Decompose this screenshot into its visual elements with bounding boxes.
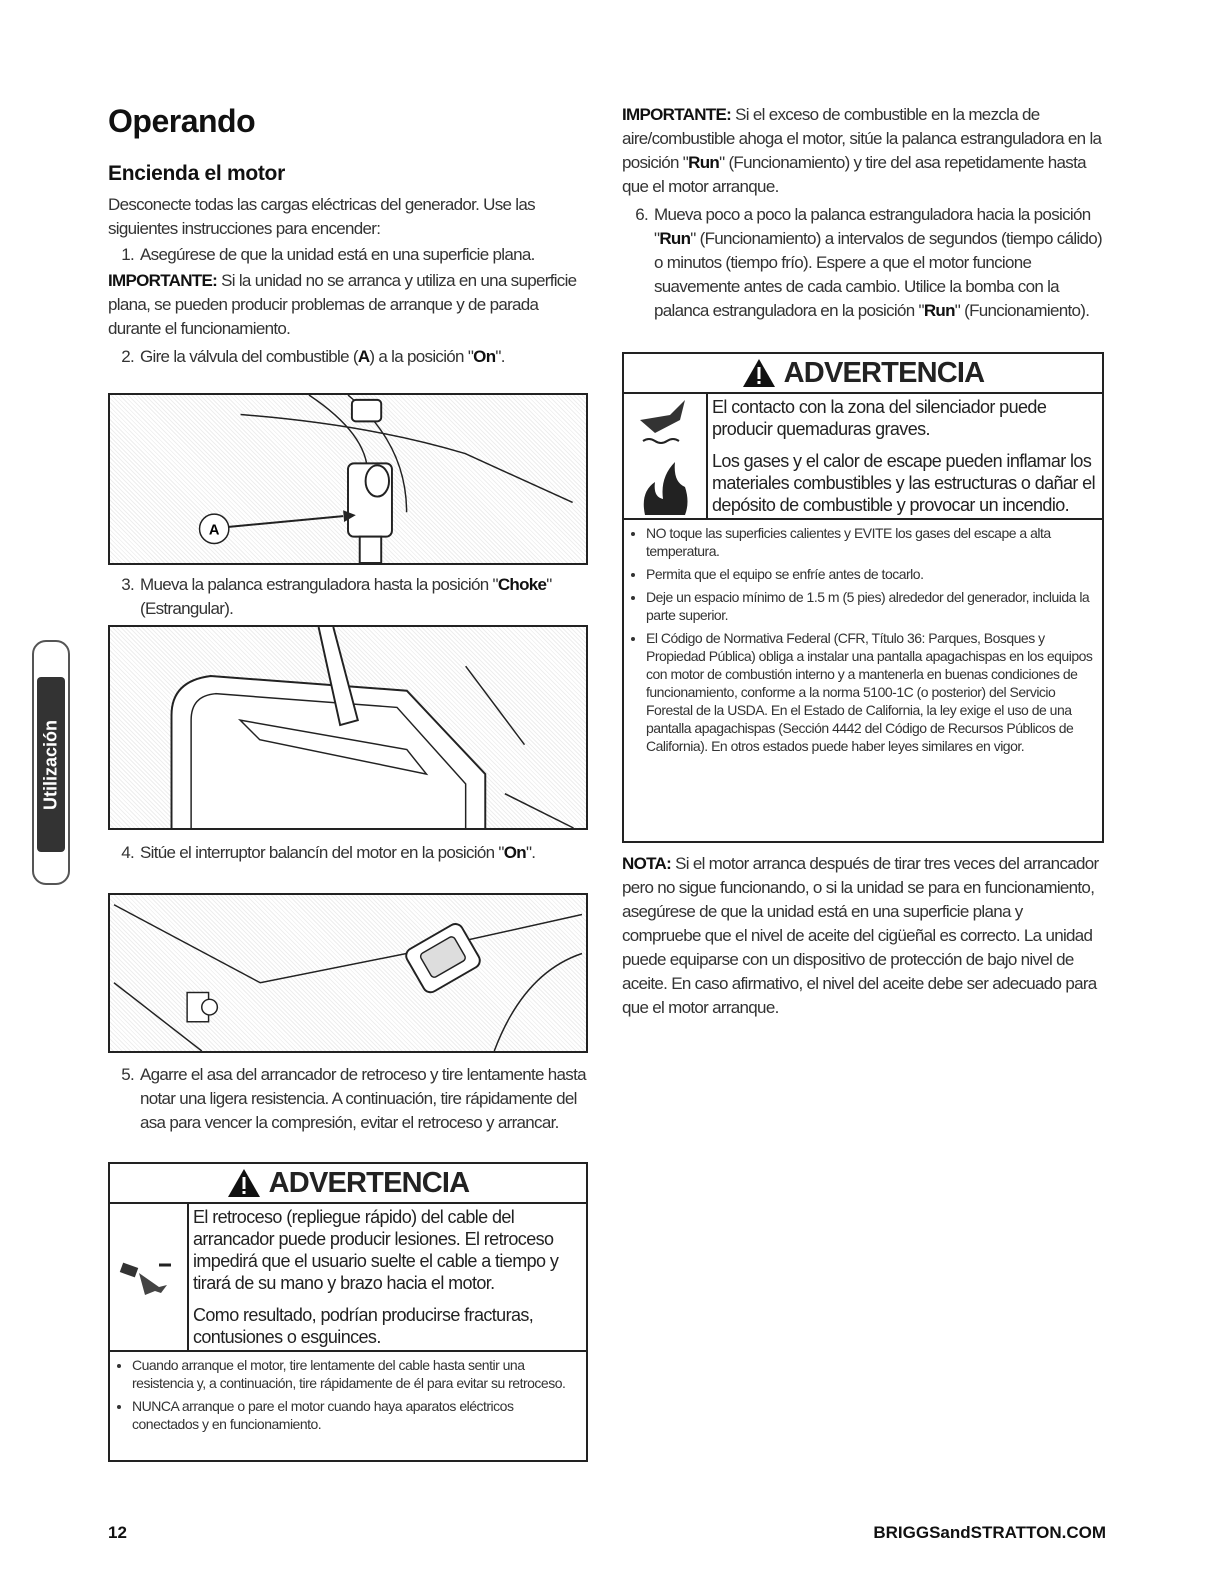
warning-text-1: El contacto con la zona del silenciador puede producir quemaduras graves.	[712, 397, 1047, 439]
website-link[interactable]: BRIGGSandSTRATTON.COM	[873, 1523, 1106, 1542]
warning-text-1: El retroceso (repliegue rápido) del cable del arrancador puede producir lesiones. El retroceso impedirá que el usuario suelte el cable a tiempo y tirará de su mano y brazo hacia el motor.	[193, 1207, 559, 1293]
choke-lever-illustration	[110, 627, 586, 828]
side-tab	[32, 640, 70, 885]
rocker-switch-illustration	[110, 895, 586, 1051]
recoil-warning-box	[108, 1162, 588, 1462]
nota-text: NOTA: Si el motor arranca después de tirar tres veces del arrancador pero no sigue funcionando, o si la unidad se para en funcionamiento, asegúrese de que la unidad está en una superficie plana y compruebe que el nivel de aceite del cigüeñal es correcto. La unidad puede equiparse con un dispositivo de protección de bajo nivel de aceite. En caso afirmativo, el nivel del aceite debe ser adecuado para que el motor arranque.	[622, 854, 1099, 1017]
page-number: 12	[108, 1523, 127, 1542]
step-6: 6. Mueva poco a poco la palanca estranguladora hacia la posición "Run" (Funcionamiento) a intervalos de segundos (tiempo cálido) o minutos (tiempo frío). Espere a que el motor funcione suavemente antes de cada cambio. Utilice la bomba con la palanca estranguladora en la posición "Run" (Funcionamiento).	[635, 205, 1102, 320]
fuel-valve-figure	[108, 393, 588, 565]
step-3: 3. Mueva la palanca estranguladora hasta la posición "Choke" (Estrangular).	[121, 575, 552, 618]
intro-text: Desconecte todas las cargas eléctricas del generador. Use las siguientes instrucciones para encender:	[108, 195, 535, 238]
section-heading: Encienda el motor	[108, 162, 285, 185]
warning-bullets: • NO toque las superficies calientes y EVITE los gases del escape a alta temperatura. • Permita que el equipo se enfríe antes de tocarlo. • Deje un espacio mínimo de 1.5 m (5 pies) alrededor del generador, incluida la parte superior. • El Código de Normativa Federal (CFR, Título 36: Parques, Bosques y Propiedad Pública) obliga a instalar una pantalla apagachispas en los equipos con motor de combustión interno y a mantenerla en buenas condiciones de funcionamiento, conforme a la norma 5100-1C (o posterior) del Servicio Forestal de la USDA. En el Estado de California, la ley exige el uso de una pantalla apagachispas (Sección 4442 del Código de Recursos Públicos de California). En otros estados puede haber leyes similares en vigor.	[624, 520, 1102, 766]
warning-header	[624, 354, 1102, 394]
right-column	[622, 103, 1104, 323]
step-5: 5. Agarre el asa del arrancador de retroceso y tire lentamente hasta notar una ligera resistencia. A continuación, tire rápidamente del asa para vencer la compresión, evitar el retroceso y arrancar.	[121, 1065, 586, 1132]
left-column	[108, 193, 588, 369]
important-note: IMPORTANTE: Si la unidad no se arranca y utiliza en una superficie plana, se pueden producir problemas de arranque y de parada durante el funcionamiento.	[108, 271, 577, 338]
warning-bullets: • Cuando arranque el motor, tire lentamente del cable hasta sentir una resistencia y, a continuación, tire rápidamente de él para evitar su retroceso. • NUNCA arranque o pare el motor cuando haya aparatos eléctricos conectados y en funcionamiento.	[110, 1352, 586, 1444]
recoil-hazard-icon	[110, 1204, 189, 1350]
hot-surface-icon	[635, 395, 695, 445]
page-title: Operando	[108, 103, 256, 139]
side-tab-label: Utilización	[40, 719, 61, 810]
warning-triangle-icon	[742, 358, 776, 388]
step-1: 1. Asegúrese de que la unidad está en una superficie plana.	[121, 245, 535, 264]
rocker-switch-figure	[108, 893, 588, 1053]
callout-a: A	[208, 522, 220, 539]
step-4: 4. Sitúe el interruptor balancín del motor en la posición "On".	[121, 843, 536, 862]
step-2: 2. Gire la válvula del combustible (A) a la posición "On".	[121, 347, 505, 366]
choke-lever-figure	[108, 625, 588, 830]
warning-title: ADVERTENCIA	[268, 1166, 470, 1199]
warning-text-2: Los gases y el calor de escape pueden inflamar los materiales combustibles y las estructuras o dañar el depósito de combustible y provocar un incendio.	[712, 451, 1095, 515]
warning-triangle-icon	[227, 1168, 261, 1198]
warning-header	[110, 1164, 586, 1204]
muffler-warning-box	[622, 352, 1104, 843]
warning-title: ADVERTENCIA	[783, 356, 985, 389]
important-note-flooding: IMPORTANTE: Si el exceso de combustible en la mezcla de aire/combustible ahoga el motor, sitúe la palanca estranguladora en la posición "Run" (Funcionamiento) y tire del asa repetidamente hasta que el motor arranque.	[622, 105, 1102, 196]
fuel-valve-illustration	[110, 395, 586, 563]
warning-text-2: Como resultado, podrían producirse fracturas, contusiones o esguinces.	[193, 1305, 534, 1347]
fire-icon	[635, 457, 695, 517]
